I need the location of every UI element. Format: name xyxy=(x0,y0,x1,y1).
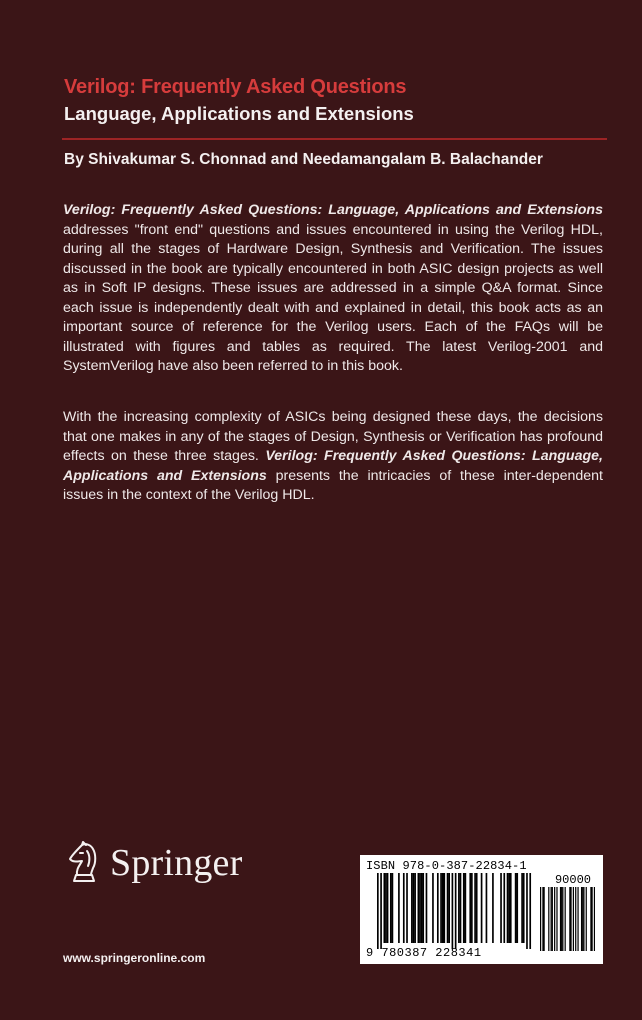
barcode-bar-6 xyxy=(392,873,394,943)
supplement-bar-9 xyxy=(561,887,562,951)
barcode-bar-38 xyxy=(500,873,502,943)
barcode-bar-28 xyxy=(460,873,462,943)
isbn-barcode xyxy=(360,855,603,964)
paragraph-2-title-emphasis: Verilog: Frequently Asked Questions: Language, Applications and Extensions xyxy=(63,448,603,484)
barcode-bar-11 xyxy=(413,873,415,943)
barcode-bar-47 xyxy=(526,873,528,949)
barcode-bar-34 xyxy=(476,873,478,943)
supplement-bar-23 xyxy=(594,887,595,951)
barcode-bar-39 xyxy=(503,873,505,943)
barcode-bar-1 xyxy=(380,873,382,949)
price-code: 90000 xyxy=(554,873,591,887)
paragraph-1-body: addresses "front end" questions and issues encountered in using the Verilog HDL, during all the stages of Hardware Design, Synthesis and Verification. The issues discussed in the book are typically encountered in both ASIC design projects as well as in Soft IP designs. These issues are addressed in a simple Q&A format. Since each issue is independently dealt with and explained in detail, this book acts as an important source of reference for the Verilog users. Each of the FAQs will be illustrated with figures and tables as required. The latest Verilog-2001 and SystemVerilog have also been referred to in this book. xyxy=(63,221,603,374)
supplement-barcode-bars xyxy=(540,887,595,951)
barcode-bar-8 xyxy=(403,873,405,943)
supplement-bar-7 xyxy=(556,887,557,951)
springer-knight-icon xyxy=(64,841,102,885)
barcode-bar-43 xyxy=(515,873,517,943)
paragraph-2-outro: presents the intricacies of these inter-dependent issues in the context of the Verilog HDL. xyxy=(63,467,603,503)
barcode-bar-12 xyxy=(414,873,416,943)
barcode-bar-13 xyxy=(418,873,420,943)
barcode-bar-16 xyxy=(422,873,424,943)
barcode-bar-40 xyxy=(507,873,509,943)
paragraph-2-intro: With the increasing complexity of ASICs being designed these days, the decisions that one makes in any of the stages of Design, Synthesis or Verification has profound effects on these three stages. xyxy=(63,409,603,464)
publisher-url: www.springeronline.com xyxy=(63,951,206,965)
supplement-bar-21 xyxy=(590,887,591,951)
barcode-bar-7 xyxy=(398,873,400,943)
supplement-bar-2 xyxy=(544,887,545,951)
ean-barcode-bars xyxy=(366,873,532,949)
barcode-bar-4 xyxy=(387,873,389,943)
barcode-bar-45 xyxy=(521,873,523,943)
supplement-bar-13 xyxy=(570,887,571,951)
supplement-bar-14 xyxy=(573,887,574,951)
book-title: Verilog: Frequently Asked Questions xyxy=(64,76,407,98)
barcode-bar-17 xyxy=(426,873,428,943)
barcode-bar-9 xyxy=(406,873,408,943)
supplement-bar-17 xyxy=(581,887,582,951)
barcode-bar-5 xyxy=(390,873,392,943)
barcode-bar-37 xyxy=(492,873,494,943)
supplement-bar-3 xyxy=(548,887,549,951)
title-divider xyxy=(62,138,607,140)
isbn-text: ISBN 978-0-387-22834-1 xyxy=(366,859,527,873)
barcode-bar-2 xyxy=(383,873,385,943)
barcode-bar-18 xyxy=(432,873,434,943)
supplement-bar-19 xyxy=(583,887,584,951)
ean-digits: 9 780387 228341 xyxy=(366,946,482,960)
supplement-bar-1 xyxy=(542,887,543,951)
barcode-bar-22 xyxy=(443,873,445,943)
barcode-bar-27 xyxy=(458,873,460,943)
description-paragraph-2 xyxy=(63,408,603,506)
supplement-bar-4 xyxy=(551,887,552,951)
publisher-name: Springer xyxy=(110,842,243,884)
barcode-bar-29 xyxy=(463,873,465,943)
barcode-bar-3 xyxy=(385,873,387,943)
supplement-bar-18 xyxy=(582,887,583,951)
barcode-bar-21 xyxy=(442,873,444,943)
barcode-bar-30 xyxy=(465,873,467,943)
supplement-bar-8 xyxy=(560,887,561,951)
barcode-bar-36 xyxy=(486,873,488,943)
barcode-bar-35 xyxy=(481,873,483,943)
supplement-bar-12 xyxy=(569,887,570,951)
barcode-bar-10 xyxy=(411,873,413,943)
supplement-bar-22 xyxy=(591,887,592,951)
barcode-bar-26 xyxy=(455,873,457,949)
barcode-bar-23 xyxy=(447,873,449,943)
barcode-bar-25 xyxy=(452,873,454,949)
supplement-bar-11 xyxy=(565,887,566,951)
barcode-bar-44 xyxy=(516,873,518,943)
supplement-bar-20 xyxy=(586,887,587,951)
barcode-bar-33 xyxy=(474,873,476,943)
supplement-bar-6 xyxy=(554,887,555,951)
supplement-bar-16 xyxy=(577,887,578,951)
authors-line: By Shivakumar S. Chonnad and Needamangalam B. Balachander xyxy=(64,151,543,168)
barcode-bar-14 xyxy=(419,873,421,943)
book-subtitle: Language, Applications and Extensions xyxy=(64,103,414,124)
barcode-bar-19 xyxy=(437,873,439,943)
barcode-bar-24 xyxy=(448,873,450,943)
supplement-bar-5 xyxy=(552,887,553,951)
barcode-bar-41 xyxy=(508,873,510,943)
barcode-bar-32 xyxy=(471,873,473,943)
supplement-bar-15 xyxy=(575,887,576,951)
barcode-bar-31 xyxy=(469,873,471,943)
paragraph-1-title-emphasis: Verilog: Frequently Asked Questions: Language, Applications and Extensions xyxy=(63,202,603,218)
barcode-bar-0 xyxy=(377,873,379,949)
publisher-logo xyxy=(64,838,242,888)
barcode-bar-46 xyxy=(523,873,525,943)
barcode-bar-48 xyxy=(529,873,531,949)
barcode-bar-42 xyxy=(510,873,512,943)
supplement-bar-0 xyxy=(540,887,541,951)
supplement-bar-10 xyxy=(562,887,563,951)
barcode-bar-20 xyxy=(440,873,442,943)
barcode-bar-15 xyxy=(421,873,423,943)
description-paragraph-1 xyxy=(63,201,603,377)
